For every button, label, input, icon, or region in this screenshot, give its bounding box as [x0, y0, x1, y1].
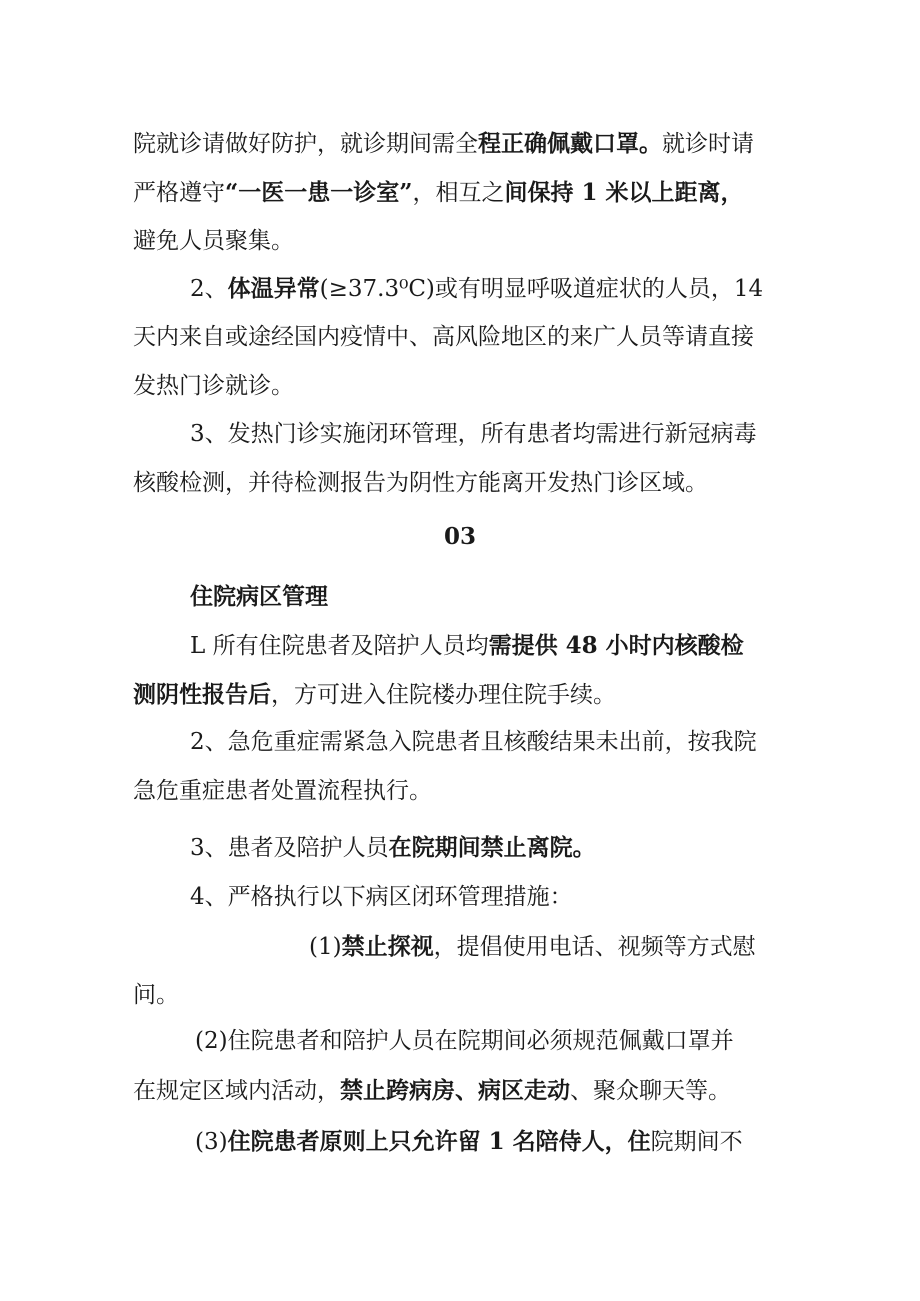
- paragraph-fever-symptoms: 2、体温异常(≥37.3⁰C)或有明显呼吸道症状的人员，14 天内来自或途经国内疫情中、高风险地区的来广人员等请直接 发热门诊就诊。: [133, 275, 764, 399]
- section-title: 住院病区管理: [190, 583, 328, 610]
- paragraph-no-leave: 3、患者及陪护人员在院期间禁止离院。: [190, 834, 596, 861]
- paragraph-protection: 院就诊请做好防护，就诊期间需全程正确佩戴口罩。就诊时请 严格遵守“一医一患一诊室”，相互之间保持 1 米以上距离， 避免人员聚集。: [133, 130, 754, 254]
- section-number: 03: [443, 523, 476, 550]
- paragraph-inpatient-test: L 所有住院患者及陪护人员均需提供 48 小时内核酸检 测阴性报告后，方可进入住院楼办理住院手续。: [133, 632, 744, 708]
- paragraph-ward-measures: 4、严格执行以下病区闭环管理措施：: [190, 884, 573, 910]
- item-masks-area: (2)住院患者和陪护人员在院期间必须规范佩戴口罩并 在规定区域内活动，禁止跨病房、病区走动、聚众聊天等。: [133, 1028, 734, 1104]
- item-one-companion: (3)住院患者原则上只允许留 1 名陪侍人，住院期间不: [195, 1128, 743, 1155]
- paragraph-closed-loop: 3、发热门诊实施闭环管理，所有患者均需进行新冠病毒 核酸检测，并待检测报告为阴性方能离开发热门诊区域。: [133, 421, 757, 496]
- paragraph-emergency: 2、急危重症需紧急入院患者且核酸结果未出前，按我院 急危重症患者处置流程执行。: [133, 729, 757, 804]
- item-no-visits: (1)禁止探视，提倡使用电话、视频等方式慰 问。: [133, 933, 756, 1008]
